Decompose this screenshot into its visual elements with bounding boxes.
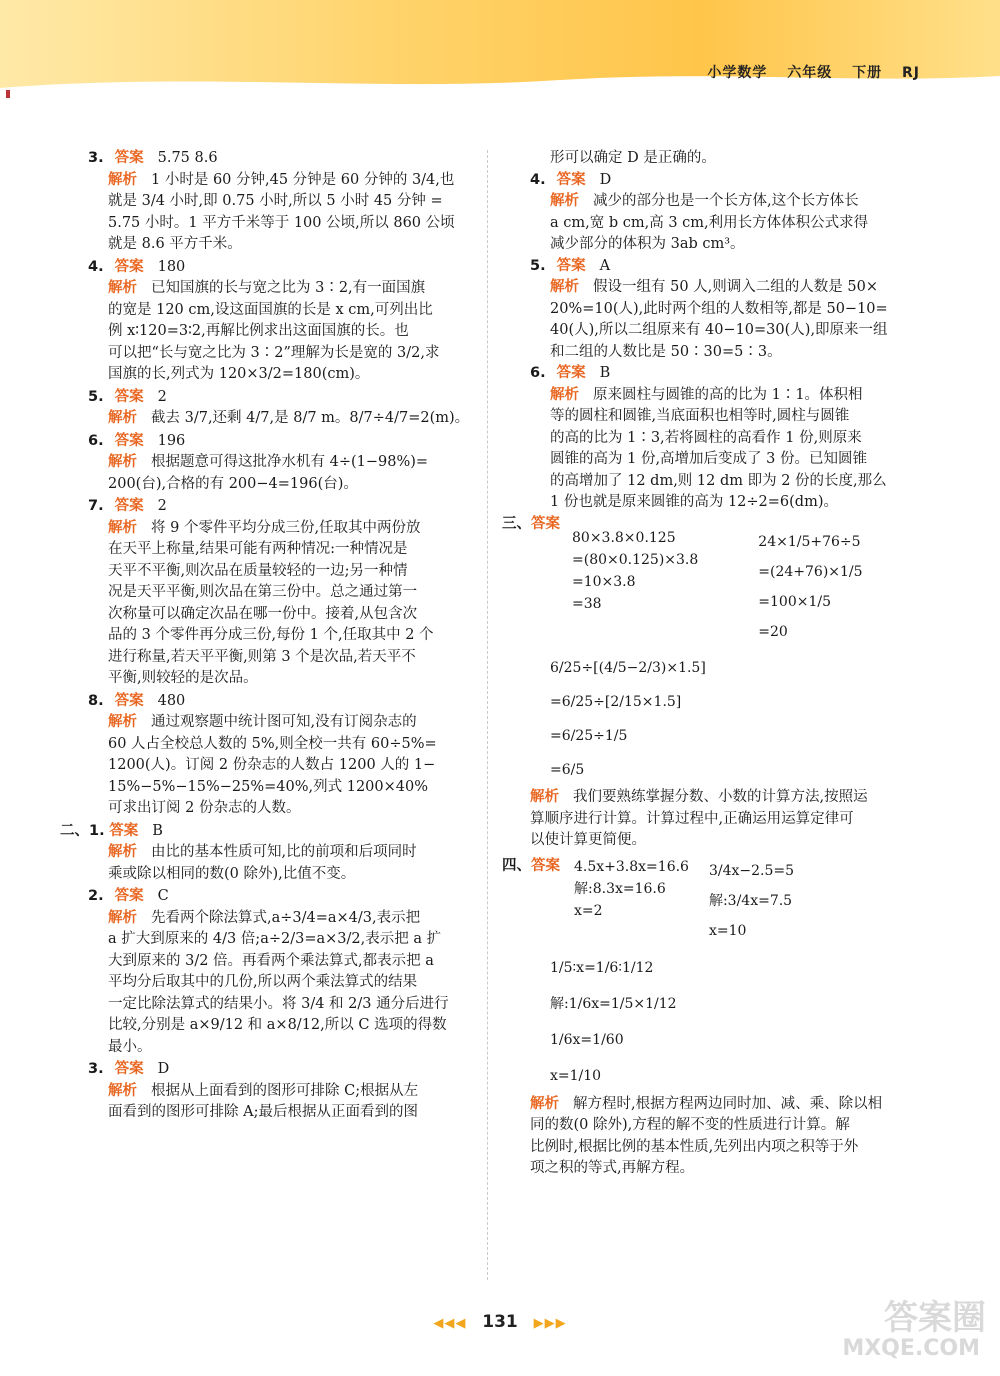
analysis-line xyxy=(108,647,478,669)
analysis-text: 一定比除法算式的结果小。将 3/4 和 2/3 通分后进行 xyxy=(108,995,449,1012)
analysis-text: 截去 3/7,还剩 4/7,是 8/7 m。8/7÷4/7=2(m)。 xyxy=(151,410,470,426)
answer-value: B xyxy=(152,822,163,839)
calculation-block xyxy=(699,856,794,946)
analysis-text: 就是 3/4 小时,即 0.75 小时,所以 5 小时 45 分钟 = xyxy=(108,193,443,209)
calculation-step: 6/25÷[(4/5−2/3)×1.5] xyxy=(550,660,706,676)
question-number: 4. xyxy=(88,258,104,275)
analysis-text: 项之积的等式,再解方程。 xyxy=(530,1160,695,1176)
next-arrows-icon: ▶▶▶ xyxy=(533,1316,567,1331)
analysis-label: 解析 xyxy=(108,519,137,536)
analysis-line xyxy=(550,492,920,514)
analysis-text: 算顺序进行计算。计算过程中,正确运用运算定律可 xyxy=(530,810,854,827)
calculation-step: 解:1/6x=1/5×1/12 xyxy=(550,995,677,1012)
section-number: 三、 xyxy=(502,515,531,532)
question-number: 3. xyxy=(88,1061,104,1077)
analysis-text: 40(人),所以二组原来有 40−10=30(人),即原来一组 xyxy=(550,322,888,338)
analysis-text: a cm,宽 b cm,高 3 cm,利用长方体体积公式求得 xyxy=(550,214,869,231)
calculation-step: =(80×0.125)×3.8 xyxy=(572,552,699,568)
question-block xyxy=(88,257,478,386)
analysis-line xyxy=(108,972,478,994)
prev-arrows-icon: ◀◀◀ xyxy=(433,1316,467,1331)
calculation-step: =20 xyxy=(758,624,788,640)
analysis-text: 况是天平平衡,则次品在第三份中。总之通过第一 xyxy=(108,584,418,600)
analysis-text: 原来圆柱与圆锥的高的比为 1∶1。体积相 xyxy=(593,386,863,403)
calculation-step: =(24+76)×1/5 xyxy=(758,564,863,580)
analysis-text: 比较,分别是 a×9/12 和 a×8/12,所以 C 选项的得数 xyxy=(108,1017,447,1033)
question-number: 二、1. xyxy=(60,822,105,839)
analysis-line xyxy=(550,320,920,342)
calculation-step: =38 xyxy=(572,596,602,612)
analysis-text: 大到原来的 3/2 倍。再看两个乘法算式,都表示把 a xyxy=(108,952,434,969)
analysis-line xyxy=(108,734,478,756)
analysis-line xyxy=(108,234,478,256)
equation-left xyxy=(502,856,689,946)
calculation-step: =6/25÷1/5 xyxy=(550,728,628,744)
analysis-line xyxy=(550,234,920,256)
analysis-line xyxy=(108,798,478,820)
analysis-line xyxy=(550,191,920,213)
equation-grid xyxy=(502,856,920,946)
answer-label: 答案 xyxy=(114,258,144,275)
answer-label: 答案 xyxy=(114,388,144,405)
analysis-text: 以使计算更简便。 xyxy=(530,832,646,848)
question-answer-row xyxy=(88,387,478,409)
analysis-text: 等的圆柱和圆锥,当底面积也相等时,圆柱与圆锥 xyxy=(550,408,850,424)
analysis-line xyxy=(108,929,478,951)
analysis-block xyxy=(88,170,478,256)
analysis-label: 解析 xyxy=(108,171,137,188)
analysis-text: 圆锥的高为 1 份,高增加后变成了 3 份。已知圆锥 xyxy=(550,451,867,467)
analysis-text: 比例时,根据比例的基本性质,先列出内项之积等于外 xyxy=(530,1138,859,1155)
question-answer-row xyxy=(530,256,920,278)
analysis-block xyxy=(530,191,920,256)
analysis-block xyxy=(502,787,920,852)
answer-value: 196 xyxy=(157,432,186,449)
analysis-line xyxy=(108,668,478,690)
section-header xyxy=(502,856,689,922)
question-answer-row xyxy=(530,363,920,385)
analysis-text: 就是 8.6 平方千米。 xyxy=(108,236,242,252)
analysis-text: 的高的比为 1∶3,若将圆柱的高看作 1 份,则原来 xyxy=(550,429,862,446)
answer-label: 答案 xyxy=(109,822,139,839)
analysis-block xyxy=(88,1081,478,1124)
section-three xyxy=(502,514,920,852)
analysis-text: 面看到的图形可排除 A;最后根据从正面看到的图 xyxy=(108,1104,418,1120)
analysis-block xyxy=(88,452,478,495)
analysis-line xyxy=(108,191,478,213)
analysis-line xyxy=(108,625,478,647)
analysis-text: 15%−5%−15%−25%=40%,列式 1200×40% xyxy=(108,778,429,795)
answer-value: 5.75 8.6 xyxy=(157,150,218,166)
question-answer-row xyxy=(530,170,920,192)
analysis-text: 的高增加了 12 dm,则 12 dm 即为 2 份的长度,那么 xyxy=(550,472,887,489)
analysis-text: 可以把“长与宽之比为 3∶2”理解为长是宽的 3/2,求 xyxy=(108,344,440,361)
analysis-line xyxy=(108,364,478,386)
answer-label: 答案 xyxy=(114,498,144,514)
analysis-block xyxy=(502,1094,920,1180)
calculation-grid xyxy=(502,527,920,647)
analysis-label: 解析 xyxy=(550,386,579,403)
analysis-text: 平均分后取其中的几份,所以两个乘法算式的结果 xyxy=(108,974,418,990)
calculation-step: 解:3/4x=7.5 xyxy=(708,892,793,909)
analysis-line xyxy=(530,830,920,852)
question-block xyxy=(530,256,920,364)
answer-label: 答案 xyxy=(556,171,586,188)
calculation-step: 解:8.3x=16.6 xyxy=(574,880,666,897)
subject-header xyxy=(693,62,920,82)
analysis-text: 平衡,则较轻的是次品。 xyxy=(108,670,258,686)
question-number: 8. xyxy=(88,692,104,709)
calculation-step: x=10 xyxy=(708,922,747,939)
analysis-text: 200(台),合格的有 200−4=196(台)。 xyxy=(108,475,358,492)
analysis-text: 国旗的长,列式为 120×3/2=180(cm)。 xyxy=(108,366,370,382)
analysis-text: 的宽是 120 cm,设这面国旗的长是 x cm,可列出比 xyxy=(108,301,433,318)
analysis-line xyxy=(108,452,478,474)
analysis-label: 解析 xyxy=(108,909,137,926)
analysis-block xyxy=(530,277,920,363)
edition: RJ xyxy=(902,65,920,81)
section-four xyxy=(502,856,920,1180)
analysis-text: 根据题意可得这批净水机有 4÷(1−98%)= xyxy=(151,454,429,470)
question-number: 4. xyxy=(530,171,546,188)
analysis-line xyxy=(530,1137,920,1159)
calculation-step: 4.5x+3.8x=16.6 xyxy=(574,858,689,875)
analysis-line xyxy=(108,1081,478,1103)
question-number: 2. xyxy=(88,888,104,904)
analysis-label: 解析 xyxy=(530,1095,559,1112)
answer-value: B xyxy=(599,365,611,381)
watermark-logo: 答案圈 xyxy=(884,1298,986,1338)
analysis-line xyxy=(550,385,920,407)
answer-label: 答案 xyxy=(114,150,144,166)
calculation-step: =6/5 xyxy=(550,762,585,778)
analysis-line xyxy=(108,582,478,604)
analysis-text: 天平不平衡,则次品在质量较轻的一边;另一种情 xyxy=(108,562,408,579)
question-block xyxy=(88,387,478,430)
analysis-text: 先看两个除法算式,a÷3/4=a×4/3,表示把 xyxy=(151,909,421,926)
page-footer xyxy=(0,1312,1000,1332)
question-answer-row xyxy=(88,691,478,713)
question-number: 7. xyxy=(88,498,104,514)
question-block xyxy=(88,148,478,256)
analysis-label: 解析 xyxy=(108,454,137,470)
analysis-line xyxy=(108,777,478,799)
analysis-line xyxy=(530,1115,920,1137)
analysis-text: 假设一组有 50 人,则调入二组的人数是 50× xyxy=(593,279,878,295)
analysis-line xyxy=(108,561,478,583)
question-number: 5. xyxy=(88,388,104,405)
calculation-step: =10×3.8 xyxy=(572,574,636,590)
analysis-text: 根据从上面看到的图形可排除 C;根据从左 xyxy=(151,1082,419,1099)
analysis-text: 同的数(0 除外),方程的解不变的性质进行计算。解 xyxy=(530,1117,850,1133)
answer-value: 2 xyxy=(157,388,167,405)
analysis-text: 可求出订阅 2 份杂志的人数。 xyxy=(108,800,301,816)
column-divider xyxy=(487,150,488,1280)
analysis-line xyxy=(108,994,478,1016)
analysis-text: 最小。 xyxy=(108,1038,152,1055)
answer-value: 2 xyxy=(157,498,167,514)
analysis-line xyxy=(550,342,920,364)
question-block xyxy=(530,363,920,514)
grade: 六年级 xyxy=(787,65,833,81)
question-answer-row xyxy=(88,148,478,170)
analysis-line xyxy=(108,474,478,496)
analysis-line xyxy=(108,343,478,365)
question-block xyxy=(530,170,920,256)
analysis-line xyxy=(530,809,920,831)
analysis-line xyxy=(550,449,920,471)
calculation-step: 3/4x−2.5=5 xyxy=(708,862,795,879)
analysis-text: a 扩大到原来的 4/3 倍;a÷2/3=a×3/2,表示把 a 扩 xyxy=(108,931,442,947)
analysis-text: 例 x∶120=3∶2,再解比例求出这面国旗的长。也 xyxy=(108,323,409,339)
calculation-step: 1/5∶x=1/6∶1/12 xyxy=(550,959,654,976)
answer-label: 答案 xyxy=(114,692,144,709)
analysis-text: 减少部分的体积为 3ab cm³。 xyxy=(550,236,745,252)
answer-value: D xyxy=(157,1061,170,1077)
margin-mark xyxy=(6,90,10,98)
answer-value: A xyxy=(599,257,611,274)
analysis-text: 5.75 小时。1 平方千米等于 100 公顷,所以 860 公顷 xyxy=(108,214,455,231)
analysis-line xyxy=(550,277,920,299)
answer-label: 答案 xyxy=(114,1061,144,1077)
calculation-step: =100×1/5 xyxy=(758,594,831,610)
analysis-line xyxy=(108,278,478,300)
analysis-text: 已知国旗的长与宽之比为 3∶2,有一面国旗 xyxy=(151,280,426,296)
analysis-block xyxy=(88,908,478,1059)
analysis-block xyxy=(530,385,920,514)
answer-label: 答案 xyxy=(556,365,586,381)
calculation-step: x=1/10 xyxy=(550,1067,602,1084)
answer-value: D xyxy=(599,171,612,188)
analysis-block xyxy=(88,712,478,820)
analysis-text: 解方程时,根据方程两边同时加、减、乘、除以相 xyxy=(573,1095,883,1112)
question-block xyxy=(88,496,478,690)
analysis-line xyxy=(108,408,478,430)
analysis-text: 1 小时是 60 分钟,45 分钟是 60 分钟的 3/4,也 xyxy=(151,171,455,188)
analysis-text: 在天平上称量,结果可能有两种情况:一种情况是 xyxy=(108,541,408,557)
question-answer-row xyxy=(88,431,478,453)
calculation-block xyxy=(502,527,698,647)
analysis-line xyxy=(530,1158,920,1180)
answer-value: 180 xyxy=(157,258,186,275)
answer-value: C xyxy=(157,888,169,904)
analysis-line xyxy=(108,755,478,777)
calculation-block xyxy=(502,651,920,787)
analysis-line xyxy=(530,787,920,809)
analysis-text: 我们要熟练掌握分数、小数的计算方法,按照运 xyxy=(573,789,868,805)
calculation-block xyxy=(574,856,689,922)
answer-label: 答案 xyxy=(531,515,560,532)
question-answer-row xyxy=(88,496,478,518)
analysis-text: 次称量可以确定次品在哪一份中。接着,从包含次 xyxy=(108,605,418,622)
left-column xyxy=(60,148,478,1125)
analysis-text: 通过观察题中统计图可知,没有订阅杂志的 xyxy=(151,714,417,730)
analysis-line xyxy=(550,213,920,235)
analysis-line xyxy=(108,213,478,235)
analysis-text: 20%=10(人),此时两个组的人数相等,都是 50−10= xyxy=(550,300,888,317)
answer-label: 答案 xyxy=(114,432,144,449)
question-block xyxy=(88,691,478,820)
analysis-text: 减少的部分也是一个长方体,这个长方体长 xyxy=(593,193,859,209)
analysis-label: 解析 xyxy=(550,279,579,295)
calculation-block xyxy=(718,527,862,647)
answer-label: 答案 xyxy=(556,257,586,274)
analysis-label: 解析 xyxy=(108,280,137,296)
header-banner xyxy=(0,0,1000,92)
right-column xyxy=(502,148,920,1180)
question-number: 5. xyxy=(530,257,546,274)
analysis-text: 和二组的人数比是 50∶30=5∶3。 xyxy=(550,343,782,360)
analysis-label: 解析 xyxy=(108,410,137,426)
analysis-line xyxy=(108,842,478,864)
analysis-line xyxy=(108,712,478,734)
section-number: 四、 xyxy=(502,857,531,874)
analysis-text: 乘或除以相同的数(0 除外),比值不变。 xyxy=(108,865,356,882)
analysis-line xyxy=(108,1037,478,1059)
analysis-line xyxy=(108,170,478,192)
analysis-label: 解析 xyxy=(550,193,579,209)
calculation-step: 24×1/5+76÷5 xyxy=(758,534,861,550)
calculation-step: =6/25÷[2/15×1.5] xyxy=(550,694,682,710)
question-number: 6. xyxy=(530,365,546,381)
calculation-block xyxy=(502,950,920,1094)
analysis-label: 解析 xyxy=(530,789,559,805)
analysis-label: 解析 xyxy=(108,844,137,860)
analysis-block xyxy=(88,518,478,690)
analysis-text: 1 份也就是原来圆锥的高为 12÷2=6(dm)。 xyxy=(550,494,838,510)
watermark-url: MXQE.COM xyxy=(842,1336,980,1361)
calculation-step: x=2 xyxy=(574,902,603,919)
analysis-block xyxy=(88,278,478,386)
analysis-line xyxy=(108,908,478,930)
calculation-step: 80×3.8×0.125 xyxy=(572,530,676,546)
analysis-block xyxy=(60,842,478,885)
volume: 下册 xyxy=(852,65,883,81)
analysis-label: 解析 xyxy=(108,1082,137,1099)
analysis-line xyxy=(530,1094,920,1116)
analysis-line xyxy=(108,951,478,973)
question-block xyxy=(60,821,478,886)
question-answer-row xyxy=(88,886,478,908)
answer-value: 480 xyxy=(157,692,186,709)
analysis-line xyxy=(550,428,920,450)
calculation-step: 1/6x=1/60 xyxy=(550,1031,624,1048)
answer-label: 答案 xyxy=(531,857,560,874)
question-number: 6. xyxy=(88,432,104,449)
question-block xyxy=(88,886,478,1058)
question-answer-row xyxy=(88,1059,478,1081)
analysis-text: 由比的基本性质可知,比的前项和后项同时 xyxy=(151,844,417,860)
analysis-text: 60 人占全校总人数的 5%,则全校一共有 60÷5%= xyxy=(108,735,437,752)
analysis-line xyxy=(108,300,478,322)
analysis-line xyxy=(108,1102,478,1124)
analysis-text: 品的 3 个零件再分成三份,每份 1 个,任取其中 2 个 xyxy=(108,627,434,643)
analysis-block xyxy=(88,408,478,430)
analysis-line xyxy=(108,604,478,626)
analysis-line xyxy=(550,299,920,321)
analysis-line xyxy=(108,321,478,343)
analysis-line xyxy=(108,518,478,540)
analysis-line xyxy=(550,406,920,428)
page-number: 131 xyxy=(482,1312,518,1332)
question-answer-row xyxy=(60,821,478,843)
analysis-line xyxy=(108,864,478,886)
analysis-line xyxy=(108,539,478,561)
analysis-label: 解析 xyxy=(108,714,137,730)
answer-label: 答案 xyxy=(114,888,144,904)
question-answer-row xyxy=(88,257,478,279)
analysis-line xyxy=(550,471,920,493)
continued-text: 形可以确定 D 是正确的。 xyxy=(550,150,716,166)
analysis-text: 1200(人)。订阅 2 份杂志的人数占 1200 人的 1− xyxy=(108,757,436,773)
question-block xyxy=(88,1059,478,1124)
question-number: 3. xyxy=(88,150,104,166)
analysis-line xyxy=(108,1015,478,1037)
question-block xyxy=(88,431,478,496)
analysis-text: 进行称量,若天平平衡,则第 3 个是次品,若天平不 xyxy=(108,648,416,665)
analysis-text: 将 9 个零件平均分成三份,任取其中两份放 xyxy=(151,519,421,536)
subject: 小学数学 xyxy=(707,65,768,81)
